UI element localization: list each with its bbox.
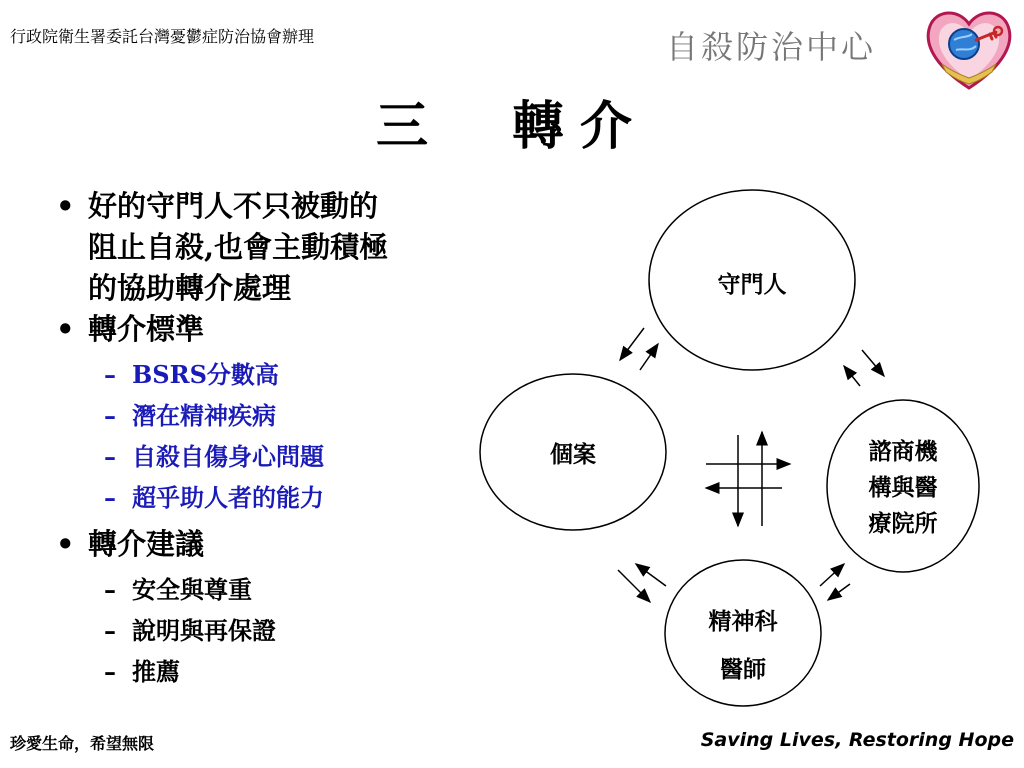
globe-icon [949, 29, 979, 59]
arrow-case-to-gatekeeper [640, 344, 658, 370]
node-counseling-label: 諮商機 構與醫 療院所 [868, 438, 938, 537]
bullet-item [56, 309, 466, 350]
bullet-line: 轉介建議 [88, 527, 205, 561]
arrow-psychiatrist-to-counseling [820, 564, 844, 586]
bullet-line: 轉介標準 [88, 312, 205, 346]
sub-item: – 說明與再保證 [104, 616, 276, 645]
arrow-psychiatrist-to-case [636, 564, 666, 586]
slide-title: 三 轉介 [375, 96, 648, 157]
sub-item: – 潛在精神疾病 [104, 401, 276, 430]
arrow-counseling-to-gatekeeper [844, 366, 860, 386]
sub-item: – 自殺自傷身心問題 [104, 442, 324, 471]
sub-list-suggestions [56, 569, 466, 692]
slogan-english: Saving Lives, Restoring Hope [700, 729, 1014, 751]
slogan-chinese: 珍愛生命，希望無限 [10, 734, 155, 753]
heart-hands-logo [922, 6, 1016, 92]
sub-list-criteria [56, 354, 466, 518]
bullet-list [56, 186, 466, 698]
bullet-line: 阻止自殺,也會主動積極 [88, 230, 389, 264]
referral-diagram [470, 180, 1010, 720]
bullet-dot-icon: • [56, 189, 75, 223]
arrow-gatekeeper-to-case [620, 328, 644, 360]
node-case-label: 個案 [550, 441, 596, 468]
bullet-line: 好的守門人不只被動的 [88, 189, 379, 223]
organization-text: 行政院衛生署委託台灣憂鬱症防治協會辦理 [10, 27, 315, 46]
bullet-dot-icon: • [56, 312, 75, 346]
brand-title: 自殺防治中心 [666, 28, 877, 66]
sub-item: – 推薦 [104, 657, 180, 686]
bullet-line: 的協助轉介處理 [88, 271, 292, 305]
arrow-gatekeeper-to-counseling [862, 350, 884, 376]
sub-item: – 安全與尊重 [104, 575, 252, 604]
node-gatekeeper-label: 守門人 [717, 271, 787, 298]
bullet-item [56, 524, 466, 565]
node-psychiatrist-label: 精神科 醫師 [708, 608, 778, 683]
arrow-case-to-psychiatrist [618, 570, 650, 602]
arrow-counseling-to-psychiatrist [828, 584, 850, 600]
sub-item: – 超乎助人者的能力 [104, 483, 324, 512]
bullet-dot-icon: • [56, 527, 75, 561]
sub-item: – BSRS分數高 [104, 360, 279, 389]
bullet-item [56, 186, 466, 309]
